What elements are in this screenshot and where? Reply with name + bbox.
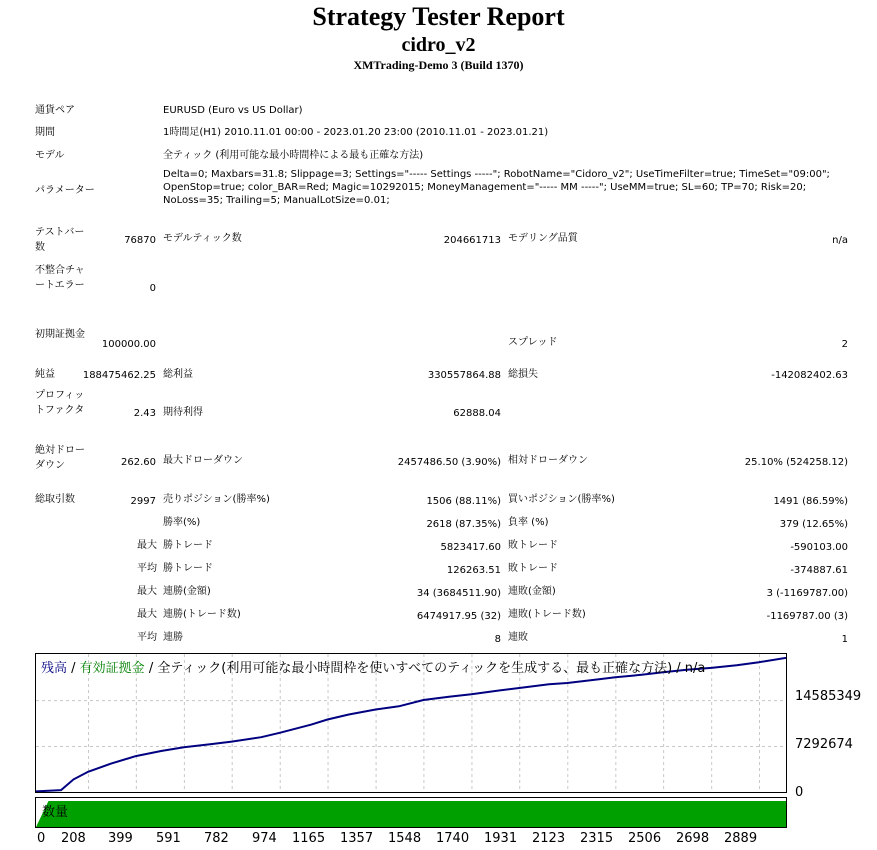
model-label: モデル	[35, 150, 65, 161]
params-label: パラメーター	[35, 185, 95, 196]
volume-chart	[35, 797, 787, 828]
gross-loss-value: -142082402.63	[771, 370, 848, 381]
cons-loss-value: -1169787.00 (3)	[766, 611, 848, 622]
x-tick-label: 399	[108, 831, 133, 846]
expected-label: 期待利得	[163, 407, 203, 418]
x-tick-label: 208	[61, 831, 86, 846]
rel-drawdown-value: 25.10% (524258.12)	[744, 457, 848, 468]
avg-win-label: 勝トレード	[163, 563, 213, 574]
cons-profit-label: 連勝(トレード数)	[163, 609, 241, 620]
profit-factor-label: プロフィットファクタ	[35, 390, 85, 416]
x-tick-label: 0	[37, 831, 46, 846]
max-cons-label: 最大	[137, 586, 157, 597]
volume-label: 数量	[42, 805, 69, 820]
x-tick-label: 2123	[532, 831, 566, 846]
avg-cons-wins-label: 連勝	[163, 632, 183, 643]
deposit-value: 100000.00	[101, 339, 156, 350]
largest-label: 最大	[137, 540, 157, 551]
total-trades-value: 2997	[130, 496, 156, 507]
largest-win-label: 勝トレード	[163, 540, 213, 551]
y-label-mid: 7292674	[795, 737, 853, 752]
short-positions-value: 1506 (88.11%)	[426, 496, 501, 507]
quality-label: モデリング品質	[508, 233, 578, 244]
largest-loss-value: -590103.00	[790, 542, 848, 553]
abs-drawdown-label: 絶対ドローダウン	[35, 445, 85, 471]
period-label: 期間	[35, 127, 55, 138]
x-tick-label: 1165	[292, 831, 326, 846]
model-value: 全ティック (利用可能な最小時間枠による最も正確な方法)	[163, 150, 424, 161]
long-positions-value: 1491 (86.59%)	[773, 496, 848, 507]
y-label-zero: 0	[795, 785, 804, 800]
cons-wins-label: 連勝(金額)	[163, 586, 211, 597]
avg-cons-losses-label: 連敗	[508, 632, 528, 643]
cons-wins-value: 34 (3684511.90)	[416, 588, 501, 599]
largest-win-value: 5823417.60	[440, 542, 501, 553]
avg-cons-wins-value: 8	[494, 634, 501, 645]
report-title: Strategy Tester Report	[312, 2, 565, 31]
short-positions-label: 売りポジション(勝率%)	[163, 494, 270, 505]
chart-title-rest: / 全ティック(利用可能な最小時間枠を使いすべてのティックを生成する、最も正確な方法) / n/a	[144, 661, 706, 676]
spread-value: 2	[841, 339, 848, 350]
loss-rate-value: 379 (12.65%)	[779, 519, 848, 530]
loss-rate-label: 負率 (%)	[508, 517, 549, 528]
avg-loss-label: 敗トレード	[508, 563, 558, 574]
x-tick-label: 1357	[340, 831, 374, 846]
volume-bars	[36, 801, 786, 827]
gross-loss-label: 総損失	[508, 369, 538, 380]
long-positions-label: 買いポジション(勝率%)	[508, 494, 615, 505]
x-tick-label: 2698	[676, 831, 710, 846]
spread-label: スプレッド	[508, 337, 558, 348]
quality-value: n/a	[832, 235, 848, 246]
balance-line	[36, 658, 786, 792]
server-name: XMTrading-Demo 3 (Build 1370)	[353, 58, 524, 72]
volume-chart-svg	[36, 798, 786, 827]
x-tick-label: 2889	[724, 831, 758, 846]
max-drawdown-value: 2457486.50 (3.90%)	[397, 457, 501, 468]
chart-title	[41, 657, 705, 676]
chart-title-balance: 残高	[41, 661, 68, 676]
balance-chart	[35, 653, 787, 793]
bars-value: 76870	[124, 235, 156, 246]
win-rate-label: 勝率(%)	[163, 517, 201, 528]
expected-value: 62888.04	[453, 408, 501, 419]
cons-losses-value: 3 (-1169787.00)	[766, 588, 848, 599]
avg-cons-losses-value: 1	[841, 634, 848, 645]
win-rate-value: 2618 (87.35%)	[426, 519, 501, 530]
x-tick-label: 2315	[580, 831, 614, 846]
rel-drawdown-label: 相対ドローダウン	[508, 455, 588, 466]
expert-name: cidro_v2	[401, 34, 476, 56]
cons-loss-label: 連敗(トレード数)	[508, 609, 586, 620]
x-tick-label: 2506	[628, 831, 662, 846]
abs-drawdown-value: 262.60	[121, 457, 156, 468]
chart-title-sep: /	[67, 661, 80, 676]
mismatch-label: 不整合チャートエラー	[35, 265, 85, 291]
x-tick-label: 782	[204, 831, 229, 846]
params-value: Delta=0; Maxbars=31.8; Slippage=3; Settings="----- Settings -----"; RobotName="Cidoro_v2"; UseTimeFilter=true; TimeSet="09:00"; OpenStop=true; color_BAR=Red; Magic=10292015; MoneyManagement="----- MM -----"; UseMM=true; SL=60; TP=70; Risk=20; NoLoss=35; Trailing=5; ManualLotSize=0.01;	[163, 169, 830, 206]
x-tick-label: 1548	[388, 831, 422, 846]
symbol-label: 通貨ペア	[35, 105, 75, 116]
gross-profit-label: 総利益	[163, 369, 193, 380]
y-label-high: 14585349	[795, 689, 862, 704]
mismatch-value: 0	[149, 283, 156, 294]
x-tick-label: 591	[156, 831, 181, 846]
profit-factor-value: 2.43	[133, 408, 156, 419]
average-label: 平均	[137, 563, 157, 574]
net-value: 188475462.25	[82, 370, 156, 381]
avg-win-value: 126263.51	[446, 565, 501, 576]
x-tick-label: 1740	[436, 831, 470, 846]
symbol-value: EURUSD (Euro vs US Dollar)	[163, 105, 303, 116]
gross-profit-value: 330557864.88	[427, 370, 501, 381]
cons-losses-label: 連敗(金額)	[508, 586, 556, 597]
max-cons2-label: 最大	[137, 609, 157, 620]
deposit-label: 初期証拠金	[35, 329, 85, 340]
net-label: 純益	[35, 369, 55, 380]
avg-loss-value: -374887.61	[790, 565, 848, 576]
x-tick-label: 1931	[484, 831, 518, 846]
ticks-label: モデルティック数	[163, 233, 242, 244]
bars-label: テストバー数	[35, 227, 85, 253]
ticks-value: 204661713	[443, 235, 501, 246]
chart-title-equity: 有効証拠金	[79, 661, 145, 676]
x-tick-label: 974	[252, 831, 277, 846]
cons-profit-value: 6474917.95 (32)	[416, 611, 501, 622]
largest-loss-label: 敗トレード	[508, 540, 558, 551]
total-trades-label: 総取引数	[35, 494, 75, 505]
average-cons-label: 平均	[137, 632, 157, 643]
period-value: 1時間足(H1) 2010.11.01 00:00 - 2023.01.20 23:00 (2010.11.01 - 2023.01.21)	[163, 127, 549, 138]
max-drawdown-label: 最大ドローダウン	[163, 455, 243, 466]
